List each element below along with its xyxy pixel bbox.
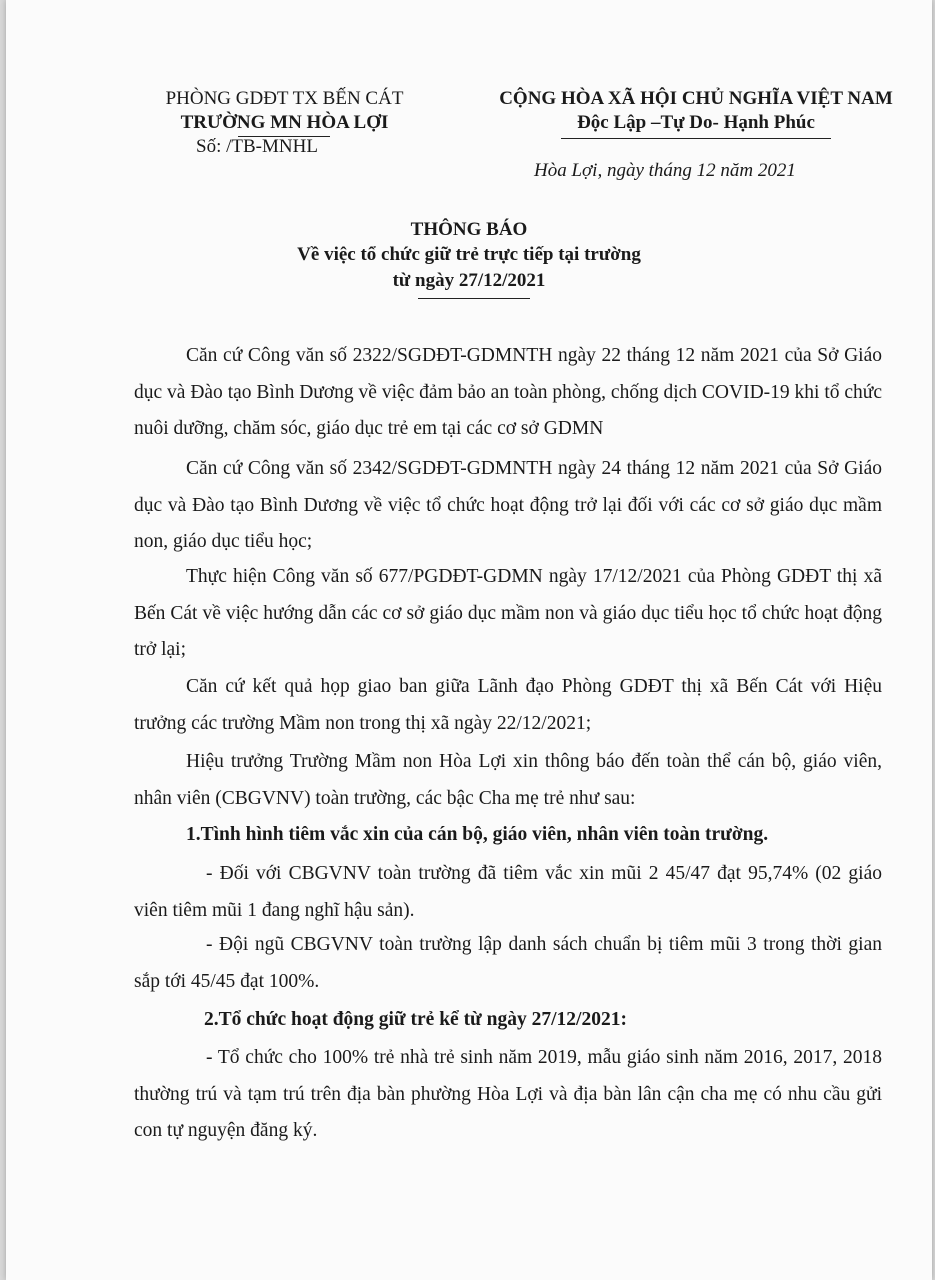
paragraph-2: Căn cứ Công văn số 2342/SGDĐT-GDMNTH ngày 24 tháng 12 năm 2021 của Sở Giáo dục và Đào tạo Bình Dương về việc tổ chức hoạt động trở lại đối với các cơ sở giáo dục mầm non, giáo dục tiểu học; (134, 458, 882, 552)
paragraph-3: Thực hiện Công văn số 677/PGDĐT-GDMN ngày 17/12/2021 của Phòng GDĐT thị xã Bến Cát về việc hướng dẫn các cơ sở giáo dục mầm non và giáo dục tiểu học tổ chức hoạt động trở lại; (134, 566, 882, 660)
school-name: TRƯỜNG MN HÒA LỢI (180, 112, 389, 133)
section-1-item-1: - Đối với CBGVNV toàn trường đã tiêm vắc xin mũi 2 45/47 đạt 95,74% (02 giáo viên tiêm mũi 1 đang nghĩ hậu sản). (134, 863, 882, 921)
notice-date: từ ngày 27/12/2021 (392, 270, 546, 291)
paragraph-5: Hiệu trưởng Trường Mầm non Hòa Lợi xin thông báo đến toàn thể cán bộ, giáo viên, nhân viên (CBGVNV) toàn trường, các bậc Cha mẹ trẻ như sau: (134, 751, 882, 809)
paragraph-4: Căn cứ kết quả họp giao ban giữa Lãnh đạo Phòng GDĐT thị xã Bến Cát với Hiệu trưởng các trường Mầm non trong thị xã ngày 22/12/2021; (134, 676, 882, 734)
country-name: CỘNG HÒA XÃ HỘI CHỦ NGHĨA VIỆT NAM (499, 88, 893, 109)
section-2-heading: 2.Tổ chức hoạt động giữ trẻ kể từ ngày 27/12/2021: (204, 1009, 627, 1030)
document-number: Số: /TB-MNHL (196, 136, 318, 157)
section-1-item-2: - Đội ngũ CBGVNV toàn trường lập danh sách chuẩn bị tiêm mũi 3 trong thời gian sắp tới 45/45 đạt 100%. (134, 934, 882, 992)
notice-subject: Về việc tổ chức giữ trẻ trực tiếp tại trường (297, 244, 641, 265)
notice-title: THÔNG BÁO (410, 219, 528, 240)
motto-underline (561, 138, 831, 139)
section-1-heading: 1.Tình hình tiêm vắc xin của cán bộ, giáo viên, nhân viên toàn trường. (186, 824, 769, 845)
document-page (6, 0, 932, 1280)
section-2-item-1: - Tổ chức cho 100% trẻ nhà trẻ sinh năm 2019, mẫu giáo sinh năm 2016, 2017, 2018 thường trú và tạm trú trên địa bàn phường Hòa Lợi và địa bàn lân cận cha mẹ có nhu cầu gửi con tự nguyện đăng ký. (134, 1047, 882, 1141)
national-motto: Độc Lập –Tự Do- Hạnh Phúc (577, 112, 815, 133)
paragraph-1: Căn cứ Công văn số 2322/SGDĐT-GDMNTH ngày 22 tháng 12 năm 2021 của Sở Giáo dục và Đào tạo Bình Dương về việc đảm bảo an toàn phòng, chống dịch COVID-19 khi tổ chức nuôi dưỡng, chăm sóc, giáo dục trẻ em tại các cơ sở GDMN (134, 345, 882, 439)
place-date: Hòa Lợi, ngày tháng 12 năm 2021 (534, 160, 796, 181)
department-name: PHÒNG GDĐT TX BẾN CÁT (165, 88, 404, 109)
title-underline (418, 298, 530, 299)
